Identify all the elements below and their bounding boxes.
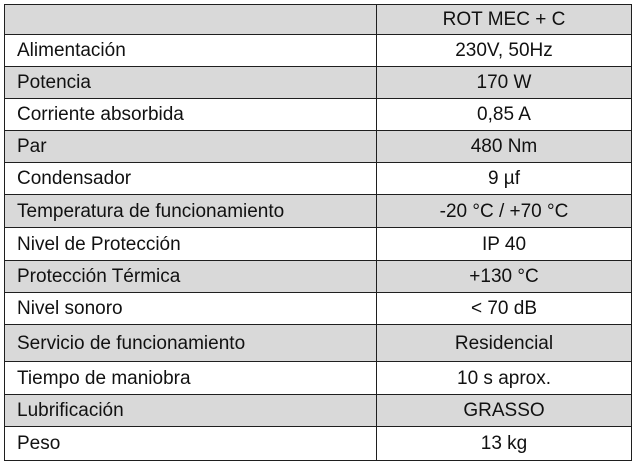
row-label: Nivel de Protección <box>5 228 377 261</box>
row-label: Tiempo de maniobra <box>5 362 377 395</box>
row-value: 13 kg <box>377 427 632 461</box>
table-header-row <box>5 5 632 35</box>
table-row <box>5 427 632 461</box>
table-row <box>5 35 632 67</box>
row-label: Protección Térmica <box>5 261 377 293</box>
row-label: Peso <box>5 427 377 461</box>
table-row <box>5 362 632 395</box>
table-row <box>5 163 632 195</box>
row-label: Nivel sonoro <box>5 293 377 325</box>
table-row <box>5 325 632 362</box>
table-row <box>5 395 632 427</box>
row-value: 230V, 50Hz <box>377 35 632 67</box>
row-value: 0,85 A <box>377 99 632 131</box>
row-value: Residencial <box>377 325 632 362</box>
row-value: -20 °C / +70 °C <box>377 195 632 228</box>
row-label: Alimentación <box>5 35 377 67</box>
row-label: Potencia <box>5 67 377 99</box>
table-row <box>5 293 632 325</box>
table-row <box>5 228 632 261</box>
row-value: 9 µf <box>377 163 632 195</box>
table-row <box>5 67 632 99</box>
row-value: < 70 dB <box>377 293 632 325</box>
table-row <box>5 195 632 228</box>
row-label: Corriente absorbida <box>5 99 377 131</box>
row-value: 10 s aprox. <box>377 362 632 395</box>
spec-table <box>4 4 632 461</box>
row-label: Servicio de funcionamiento <box>5 325 377 362</box>
table-row <box>5 131 632 163</box>
row-value: 480 Nm <box>377 131 632 163</box>
row-label: Par <box>5 131 377 163</box>
row-label: Lubrificación <box>5 395 377 427</box>
table-row <box>5 99 632 131</box>
row-label: Condensador <box>5 163 377 195</box>
header-label-cell <box>5 5 377 35</box>
header-model-cell: ROT MEC + C <box>377 5 632 35</box>
row-value: IP 40 <box>377 228 632 261</box>
row-value: 170 W <box>377 67 632 99</box>
table-row <box>5 261 632 293</box>
row-value: GRASSO <box>377 395 632 427</box>
row-value: +130 °C <box>377 261 632 293</box>
row-label: Temperatura de funcionamiento <box>5 195 377 228</box>
